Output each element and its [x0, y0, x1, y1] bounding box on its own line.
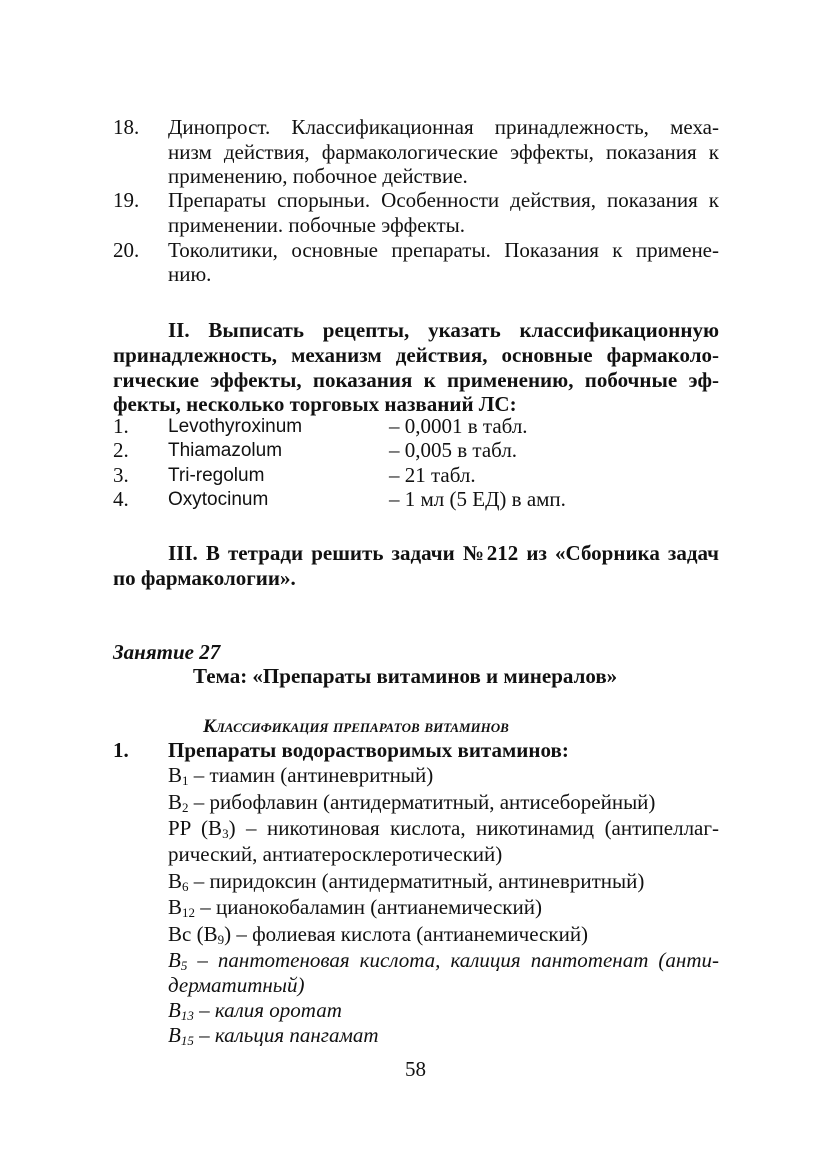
vitamin-item: $B_2$ – рибофлавин (антидерматитный, антисеборейный): [168, 790, 656, 815]
page-number: 58: [405, 1057, 426, 1081]
prescription-dose: – 0,005 в табл.: [389, 438, 518, 462]
section-heading-line: фекты, несколько торговых названий ЛС:: [113, 392, 517, 416]
question-text-line: Токолитики, основные препараты. Показания к примене-: [168, 238, 719, 262]
group-title: Препараты водорастворимых витаминов:: [168, 738, 569, 762]
question-number: 20.: [113, 238, 140, 262]
prescription-dose: – 0,0001 в табл.: [389, 414, 528, 438]
vitamin-item: $B_6$ – пиридоксин (антидерматитный, антиневритный): [168, 869, 645, 894]
vitamin-item-continuation: дерматитный): [168, 973, 305, 997]
lesson-topic: Тема: «Препараты витаминов и минералов»: [193, 664, 618, 688]
prescription-number: 1.: [113, 414, 129, 438]
vitamin-item: $B_{12}$ – цианокобаламин (антианемический): [168, 895, 542, 920]
question-text-line: применению, побочное действие.: [168, 164, 468, 188]
vitamin-item-continuation: рический, антиатеросклеротический): [168, 842, 503, 866]
prescription-number: 4.: [113, 487, 129, 511]
prescription-drug-name: Thiamazolum: [168, 440, 283, 461]
vitamin-item: PP $(B_3)$ – никотиновая кислота, никотинамид (антипеллаг-: [168, 816, 719, 841]
question-text-line: низм действия, фармакологические эффекты, показания к: [168, 140, 719, 164]
question-number: 18.: [113, 115, 140, 139]
prescription-drug-name: Levothyroxinum: [168, 416, 303, 437]
vitamin-item: $B_1$ – тиамин (антиневритный): [168, 763, 434, 788]
vitamin-item: $B_5$ – пантотеновая кислота, калиция пантотенат (анти-: [168, 948, 719, 973]
prescription-drug-name: Tri-regolum: [168, 465, 265, 486]
section-heading-line: по фармакологии».: [113, 566, 296, 590]
vitamin-item: $B_{13}$ – калия оротат: [168, 998, 342, 1023]
question-number: 19.: [113, 188, 140, 212]
question-text-line: Динопрост. Классификационная принадлежность, меха-: [168, 115, 719, 139]
lesson-label: Занятие 27: [113, 640, 221, 664]
question-text-line: применении. побочные эффекты.: [168, 213, 465, 237]
prescription-number: 3.: [113, 463, 129, 487]
prescription-dose: – 1 мл (5 ЕД) в амп.: [389, 487, 566, 511]
group-number: 1.: [113, 738, 129, 762]
section-heading-line: II. Выписать рецепты, указать классификационную: [168, 318, 719, 342]
vitamin-item: $B_{15}$ – кальция пангамат: [168, 1023, 379, 1048]
section-heading-line: гические эффекты, показания к применению, побочные эф-: [113, 368, 719, 392]
prescription-drug-name: Oxytocinum: [168, 489, 269, 510]
prescription-number: 2.: [113, 438, 129, 462]
prescription-dose: – 21 табл.: [389, 463, 476, 487]
question-text-line: Препараты спорыньи. Особенности действия, показания к: [168, 188, 719, 212]
section-heading-line: принадлежность, механизм действия, основные фармаколо-: [113, 343, 719, 367]
section-heading-line: III. В тетради решить задачи №212 из «Сборника задач: [168, 541, 719, 565]
vitamin-item: Bc $(B_9)$ – фолиевая кислота (антианемический): [168, 922, 589, 947]
question-text-line: нию.: [168, 262, 212, 286]
classification-title: Классификация препаратов витаминов: [203, 716, 509, 737]
